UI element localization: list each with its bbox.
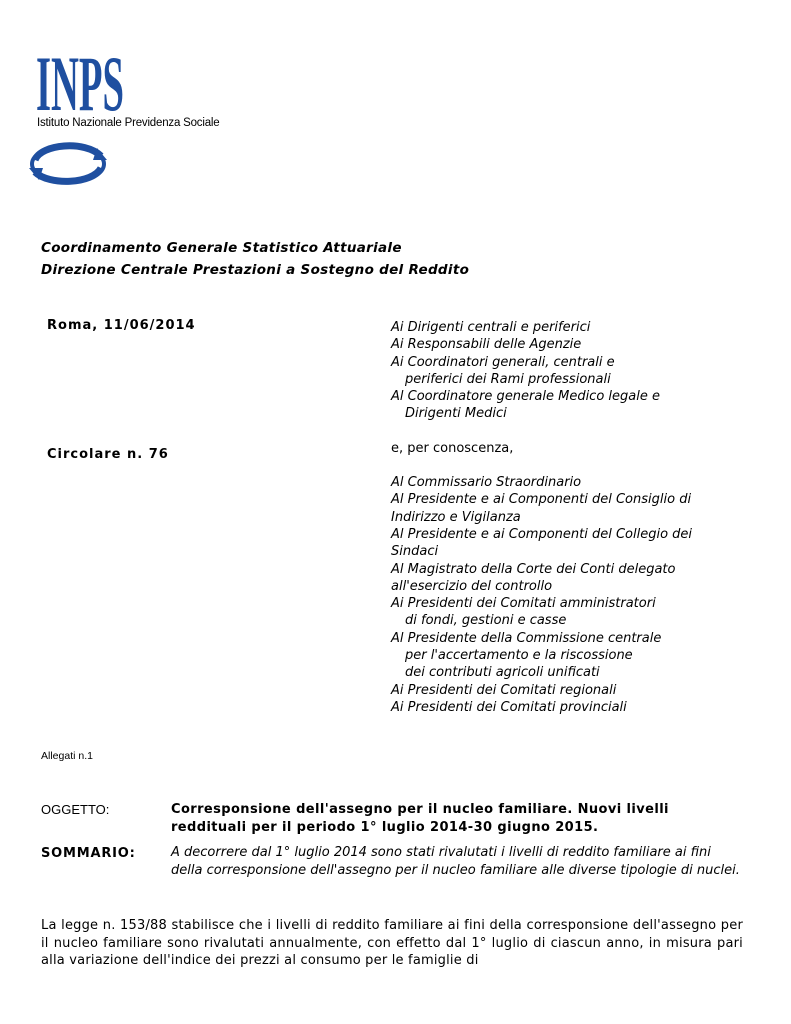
body-paragraph: La legge n. 153/88 stabilisce che i livelli di reddito familiare ai fini della corresponsione dell'assegno per il nucleo familiare sono rivalutati annualmente, con effetto dal 1° luglio di ciascun anno, in misura pari alla variazione dell'indice dei prezzi al consumo per le famiglie di (41, 918, 743, 968)
recipient: Ai Coordinatori generali, centrali e (391, 354, 615, 370)
recipient: Al Presidente e ai Componenti del Consiglio di (391, 492, 692, 508)
recipient: di fondi, gestioni e casse (405, 613, 567, 629)
recipient: Ai Presidenti dei Comitati regionali (391, 682, 617, 698)
recipient: Ai Presidenti dei Comitati amministratori (391, 596, 656, 612)
recipient: Indirizzo e Vigilanza (391, 509, 521, 525)
inps-logo (36, 48, 126, 116)
recipient: Al Presidente e ai Componenti del Collegio dei (391, 526, 693, 542)
summary-text: A decorrere dal 1° luglio 2014 sono stati rivalutati i livelli di reddito familiare ai fini della corresponsione dell'assegno per il nucleo familiare alle diverse tipologie di nuclei. (171, 845, 740, 878)
recipient: Ai Presidenti dei Comitati provinciali (391, 699, 627, 715)
attachments-note: Allegati n.1 (41, 750, 93, 762)
document-date: Roma, 11/06/2014 (47, 318, 196, 333)
department-line-2: Direzione Centrale Prestazioni a Sostegno del Reddito (41, 262, 470, 278)
recipient: Ai Responsabili delle Agenzie (391, 337, 582, 353)
recipient: Al Commissario Straordinario (391, 475, 582, 491)
recipient: dei contributi agricoli unificati (405, 665, 600, 681)
department-line-1: Coordinamento Generale Statistico Attuariale (41, 240, 402, 256)
subject-label: OGGETTO: (41, 802, 110, 817)
recipients-list (391, 319, 751, 716)
recipient: Dirigenti Medici (405, 406, 507, 422)
recipient: Ai Dirigenti centrali e periferici (391, 320, 591, 335)
recipient: Al Coordinatore generale Medico legale e (391, 389, 660, 405)
recipient: Sindaci (391, 544, 439, 560)
recipient: periferici dei Rami professionali (405, 371, 611, 387)
institute-name: Istituto Nazionale Previdenza Sociale (37, 117, 220, 129)
recipient: Al Magistrato della Corte dei Conti delegato (391, 561, 676, 577)
inps-circular-arrows-icon (27, 138, 109, 188)
cc-label: e, per conoscenza, (391, 440, 514, 456)
recipient: Al Presidente della Commissione centrale (391, 630, 662, 646)
summary-label: SOMMARIO: (41, 846, 136, 861)
recipient: per l'accertamento e la riscossione (405, 648, 633, 664)
circular-number: Circolare n. 76 (47, 447, 169, 462)
inps-logo-text: INPS (36, 48, 124, 116)
recipient: all'esercizio del controllo (391, 578, 553, 594)
subject-text: Corresponsione dell'assegno per il nucleo familiare. Nuovi livelli reddituali per il periodo 1° luglio 2014-30 giugno 2015. (171, 802, 669, 835)
